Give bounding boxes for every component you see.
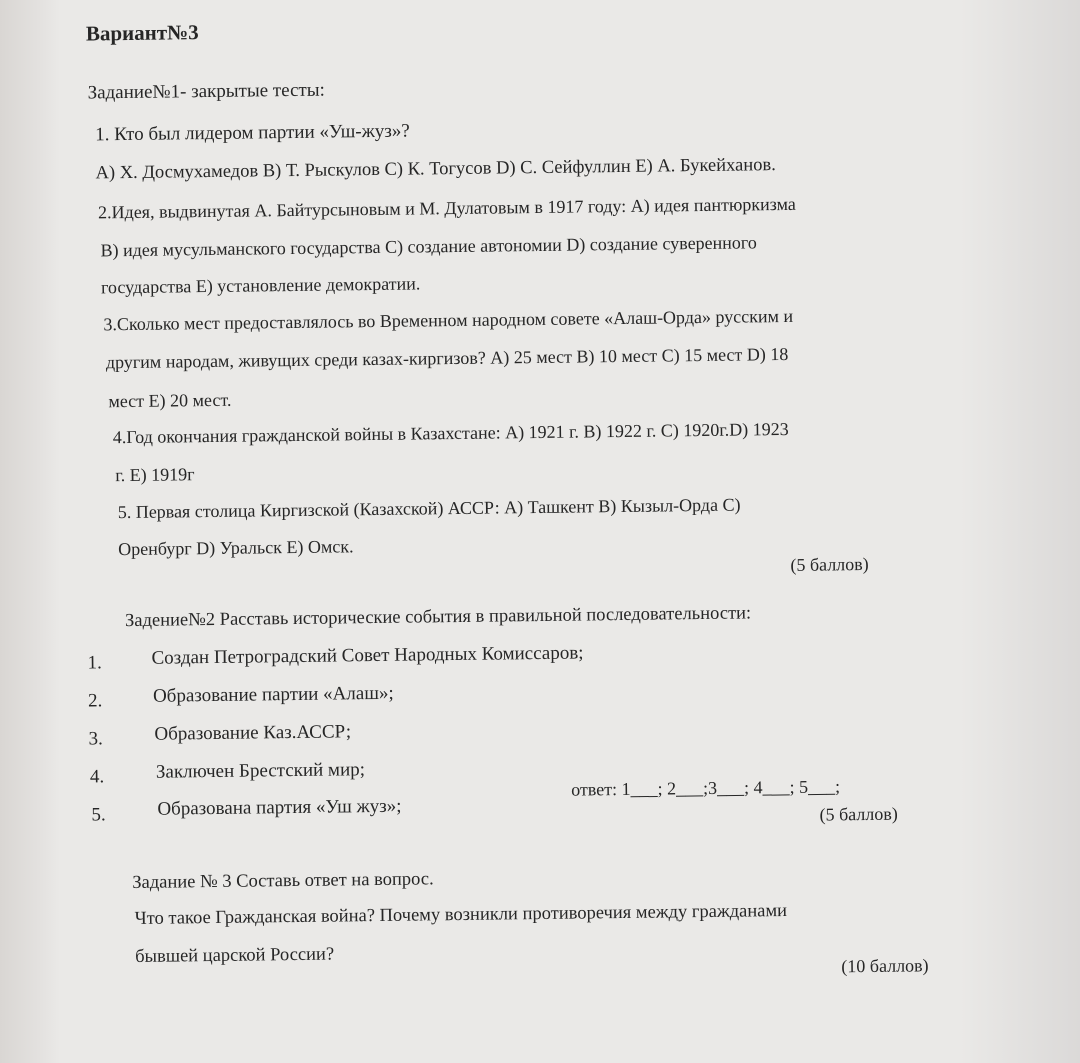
task2-heading: Задение№2 Расставь исторические события в правильной последовательности: (124, 603, 752, 632)
task3-question-line-2: бывшей царской России? (135, 944, 335, 967)
task2-item-2-text: Образование партии «Алаш»; (152, 682, 394, 707)
task2-item-5-text: Образована партия «Уш жуз»; (157, 795, 402, 820)
task2-answer-template: ответ: 1___; 2___;3___; 4___; 5___; (571, 776, 841, 800)
task1-question-3-line-3: мест Е) 20 мест. (108, 389, 232, 412)
task1-question-5-line-2: Оренбург D) Уральск Е) Омск. (118, 536, 354, 560)
task1-points: (5 баллов) (790, 553, 869, 575)
task1-question-1-answers: А) Х. Досмухамедов В) Т. Рыскулов С) К. Тогусов D) С. Сейфуллин Е) А. Букейханов. (95, 155, 776, 184)
task1-question-2-line-2: В) идея мусульманского государства С) создание автономии D) создание суверенного (100, 232, 757, 261)
task1-question-2-line-3: государства Е) установление демократии. (100, 273, 421, 298)
task1-question-4-line-1: 4.Год окончания гражданской войны в Казахстане: А) 1921 г. В) 1922 г. С) 1920г.D) 1923 (112, 418, 789, 448)
task1-question-4-line-2: г. Е) 1919г (115, 464, 195, 486)
task1-question-5-line-1: 5. Первая столица Киргизской (Казахской) АССР: А) Ташкент В) Кызыл-Орда С) (117, 494, 741, 523)
variant-title: Вариант№3 (85, 20, 199, 46)
task2-item-2-number: 2. (87, 690, 103, 712)
task1-heading: Задание№1- закрытые тесты: (87, 79, 325, 104)
task1-question-2-line-1: 2.Идея, выдвинутая А. Байтурсыновым и М. Дулатовым в 1917 году: А) идея пантюркизма (97, 193, 796, 223)
task2-points: (5 баллов) (819, 803, 898, 825)
task1-question-1: 1. Кто был лидером партии «Уш-жуз»? (95, 120, 410, 146)
task1-question-3-line-2: другим народам, живущих среди казах-киргизов? А) 25 мест В) 10 мест С) 15 мест D) 18 (105, 343, 789, 373)
task3-question-line-1: Что такое Гражданская война? Почему возникли противоречия между гражданами (134, 901, 788, 929)
task2-item-1-number: 1. (87, 652, 102, 674)
task2-item-4-text: Заключен Брестский мир; (155, 759, 366, 783)
task2-item-1-text: Создан Петроградский Совет Народных Комиссаров; (151, 642, 584, 669)
task2-item-3-text: Образование Каз.АССР; (154, 721, 352, 745)
task1-question-3-line-1: 3.Сколько мест предоставлялось во Временном народном совете «Алаш-Орда» русским и (103, 305, 794, 335)
task2-item-5-number: 5. (91, 804, 106, 826)
task2-item-4-number: 4. (89, 766, 105, 788)
task3-points: (10 баллов) (841, 955, 929, 977)
task2-item-3-number: 3. (88, 728, 103, 750)
task3-heading: Задание № 3 Составь ответ на вопрос. (132, 869, 434, 894)
